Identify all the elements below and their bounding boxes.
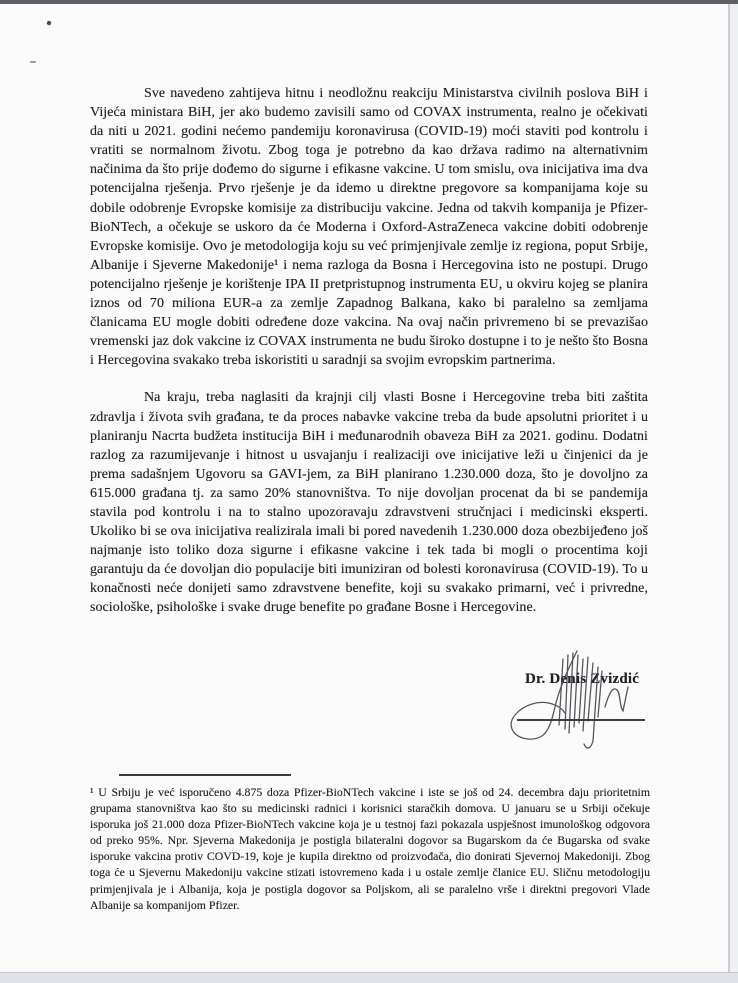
scan-edge-right-line (728, 4, 730, 973)
letter-body (90, 84, 648, 618)
signature-name: Dr. Denis Zvizdić (525, 671, 640, 687)
signature-block (505, 645, 650, 753)
scan-edge-right (730, 4, 738, 973)
scan-edge-bottom (0, 972, 738, 983)
scan-speck (30, 61, 36, 63)
signature-scribble (505, 645, 650, 753)
scan-speck (46, 20, 51, 25)
paragraph-conclusion: Na kraju, treba naglasiti da krajnji cilj vlasti Bosne i Hercegovine treba biti zaštita zdravlja i života svih građana, te da proces nabavke vakcine treba da bude apsolutni prioritet i u planiranju Nacrta budžeta institucija BiH i međunarodnih obaveza BiH za 2021. godinu. Dodatni razlog za razumijevanje i hitnost u usvajanju i realizaciji ove inicijative leži u činjenici da je prema sadašnjem Ugovoru sa GAVI-jem, za BiH planirano 1.230.000 doza, što je dovoljno za 615.000 građana tj. za samo 20% stanovništva. To nije dovoljan procenat da bi se pandemija stavila pod kontrolu i na to stalno upozoravaju zdravstveni stručnjaci i medicinski eksperti. Ukoliko bi se ova inicijativa realizirala imali bi pored navedenih 1.230.000 doza obezbijeđeno još najmanje isto toliko doza sigurne i efikasne vakcine i tek tada bi mogli o procentima koji garantuju da će dovoljan dio populacije biti imuniziran od bolesti koronavirusa (COVID-19). To u konačnosti neće donijeti samo zdravstvene benefite, koji su svakako primarni, već i privredne, sociološke, psihološke i svake druge benefite po građane Bosne i Hercegovine. (90, 390, 648, 616)
footnote: ¹ U Srbiju je već isporučeno 4.875 doza Pfizer-BioNTech vakcine i iste se još od 24. decembra daju prioritetnim grupama stanovništva kao što su medicinski radnici i korisnici staračkih domova. U januaru se u Srbiji očekuje isporuka još 21.000 doza Pfizer-BioNTech vakcine koja je u testnoj fazi pokazala uspješnost imunološkog odgovora od preko 95%. Npr. Sjeverna Makedonija je postigla bilateralni dogovor sa Bugarskom da će Bugarska od svake isporuke vakcina protiv COVD-19, koje je kupila direktno od proizvođača, dio donirati Sjevernoj Makedoniji. Zbog toga će u Sjevernu Makedoniju vakcine stizati istovremeno kada i u ostale zemlje članice EU. Sličnu metodologiju primjenjivala je i Albanija, koja je postigla dogovor sa Poljskom, ali se paralelno vrše i direktni pregovori Vlade Albanije sa kompanijom Pfizer. (90, 785, 650, 912)
scan-edge-top (0, 0, 738, 4)
footnote-separator (119, 774, 291, 776)
paragraph-vaccine-initiative: Sve navedeno zahtijeva hitnu i neodložnu reakciju Ministarstva civilnih poslova BiH i Vijeća ministara BiH, jer ako budemo zavisili samo od COVAX instrumenta, realno je očekivati da niti u 2021. godini nećemo pandemiju koronavirusa (COVID-19) moći staviti pod kontrolu i vratiti se normalnom životu. Zbog toga je potrebno da kao država radimo na alternativnim načinima da što prije dođemo do sigurne i efikasne vakcine. U tom smislu, ova inicijativa ima dva potencijalna rješenja. Prvo rješenje je da idemo u direktne pregovore sa kompanijama koje su dobile odobrenje Evropske komisije za distribuciju vakcine. Jedna od takvih kompanija je Pfizer-BioNTech, a očekuje se uskoro da će Moderna i Oxford-AstraZeneca vakcine dobiti odobrenje Evropske komisije. Ovo je metodologija koju su već primjenjivale zemlje iz regiona, poput Srbije, Albanije i Sjeverne Makedonije¹ i nema razloga da Bosna i Hercegovina isto ne postupi. Drugo potencijalno rješenje je korištenje IPA II pretpristupnog instrumenta EU, u okviru kojeg se planira iznos od 70 miliona EUR-a za zemlje Zapadnog Balkana, kako bi paralelno sa zemljama članicama EU mogle dobiti određene doze vakcina. Na ovaj način privremeno bi se prevazišao vremenski jaz dok vakcine iz COVAX instrumenta ne budu široko dostupne i to je nešto što Bosna i Hercegovina svakako treba iskoristiti u saradnji sa svojim evropskim partnerima. (90, 86, 648, 369)
